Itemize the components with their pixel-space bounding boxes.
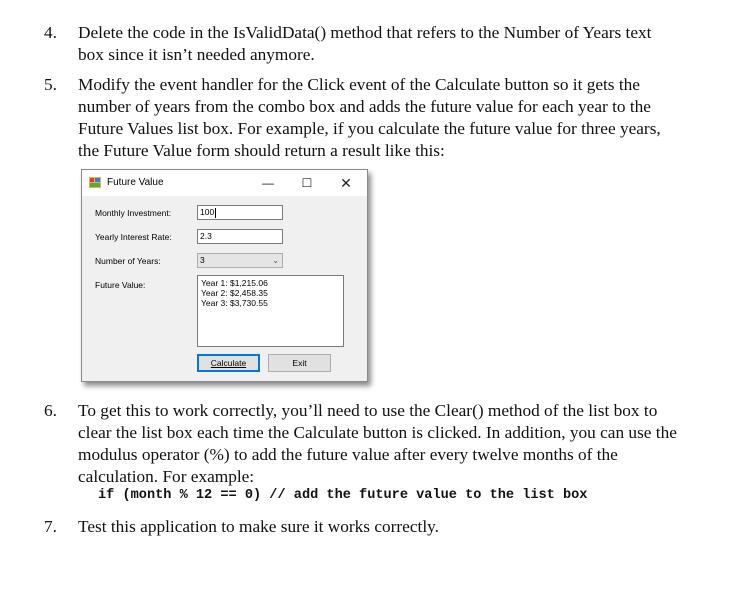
text-caret (215, 208, 216, 218)
app-form-icon (89, 177, 101, 188)
step-text: Delete the code in the IsValidData() method that refers to the Number of Years text box since it isn’t needed anymore. (78, 23, 652, 64)
number-of-years-combo[interactable] (197, 253, 283, 268)
minimize-button[interactable]: — (262, 176, 274, 190)
calculate-button[interactable]: Calculate (197, 354, 260, 372)
code-example: if (month % 12 == 0) // add the future value to the list box (98, 488, 588, 503)
chevron-down-icon[interactable]: ⌄ (272, 256, 279, 265)
close-button[interactable]: ✕ (340, 175, 352, 191)
list-item[interactable]: Year 3: $3,730.55 (201, 298, 268, 308)
step-text: To get this to work correctly, you’ll need to use the Clear() method of the list box to clear the list box each time the Calculate button is clicked. In addition, you can use the modulus operator (%) to add the future value after every twelve months of the calculation. For example: (78, 401, 677, 486)
form-client-area (82, 196, 367, 381)
list-item[interactable]: Year 1: $1,215.06 (201, 278, 268, 288)
maximize-button[interactable]: ☐ (301, 176, 313, 190)
list-item[interactable]: Year 2: $2,458.35 (201, 288, 268, 298)
yearly-interest-rate-input[interactable]: 2.3 (197, 229, 283, 244)
yearly-interest-rate-label: Yearly Interest Rate: (95, 232, 172, 242)
step-number: 7. (44, 517, 57, 536)
title-bar[interactable] (82, 170, 367, 196)
number-of-years-selected: 3 (200, 255, 205, 265)
step-text: Modify the event handler for the Click event of the Calculate button so it gets the number of years from the combo box and adds the future value for each year to the Future Values list box. For example, if you calculate the future value for three years, the Future Value form should return a result like this: (78, 75, 661, 160)
monthly-investment-input[interactable] (197, 205, 283, 220)
future-value-label: Future Value: (95, 280, 146, 290)
monthly-investment-label: Monthly Investment: (95, 208, 172, 218)
step-number: 5. (44, 75, 57, 94)
exit-button[interactable]: Exit (268, 354, 331, 372)
future-values-listbox[interactable] (197, 275, 344, 347)
future-value-form (81, 169, 368, 382)
step-number: 6. (44, 401, 57, 420)
window-title: Future Value (107, 177, 164, 188)
step-number: 4. (44, 23, 57, 42)
monthly-investment-value: 100 (200, 207, 215, 217)
number-of-years-label: Number of Years: (95, 256, 161, 266)
step-text: Test this application to make sure it works correctly. (78, 517, 439, 536)
